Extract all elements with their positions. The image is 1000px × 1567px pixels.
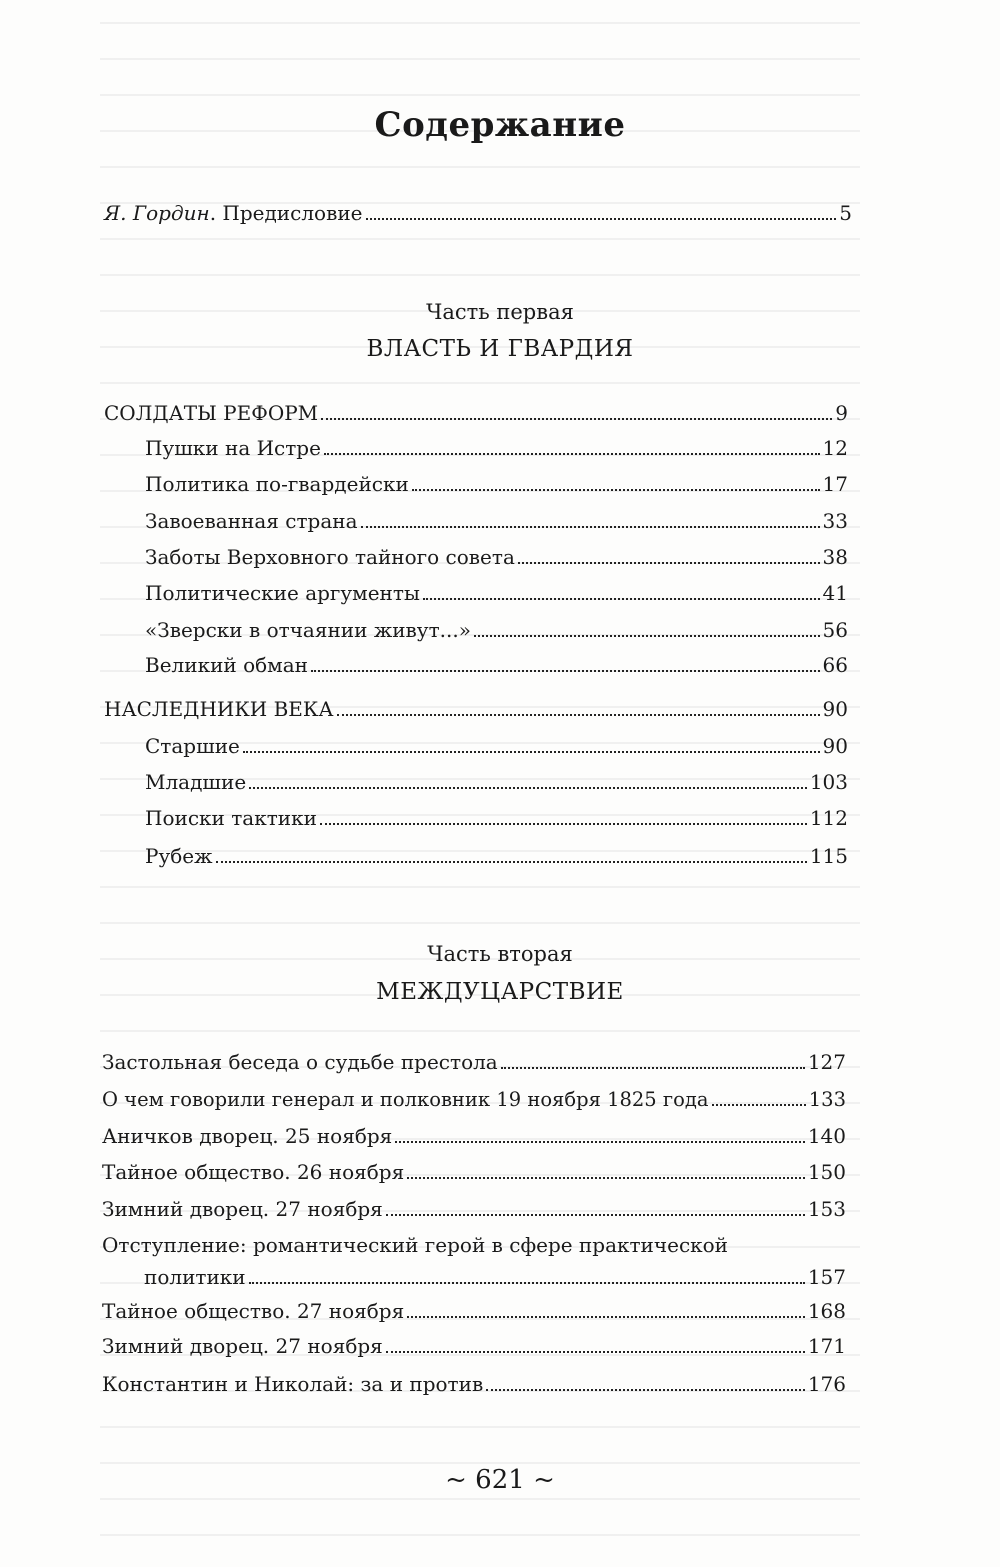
toc-entry: «Зверски в отчаянии живут...» 56 (145, 618, 848, 642)
section-label: СОЛДАТЫ РЕФОРМ (104, 401, 319, 425)
toc-entry: Тайное общество. 26 ноября 150 (102, 1160, 846, 1184)
page-ref: 115 (809, 844, 848, 868)
leader-dots (518, 561, 820, 564)
page-ref: 176 (807, 1372, 846, 1396)
leader-dots (311, 669, 820, 672)
toc-entry: Завоеванная страна 33 (145, 509, 848, 533)
preface-author: Я. Гордин (104, 201, 210, 225)
leader-dots (249, 786, 807, 789)
page-ref: 33 (822, 509, 848, 533)
page-ref: 133 (808, 1088, 846, 1111)
page-ref: 56 (822, 618, 848, 642)
leader-dots (412, 488, 820, 491)
part2-title: МЕЖДУЦАРСТВИЕ (376, 979, 624, 1005)
page-ref: 157 (807, 1265, 846, 1289)
leader-dots (243, 750, 820, 753)
page-ref: 103 (809, 770, 848, 794)
page-ref: 17 (822, 472, 848, 496)
toc-entry: Пушки на Истре 12 (145, 436, 848, 460)
part1-heading: Часть первая (426, 300, 574, 324)
toc-entry: Аничков дворец. 25 ноября 140 (102, 1124, 846, 1148)
page-number: ~ 621 ~ (445, 1465, 555, 1495)
toc-entry: О чем говорили генерал и полковник 19 ноября 1825 года 133 (102, 1088, 846, 1111)
toc-entry-preface: Я. Гордин. Предисловие 5 (104, 201, 852, 225)
part2-heading: Часть вторая (427, 942, 573, 966)
part1-title: ВЛАСТЬ И ГВАРДИЯ (366, 336, 634, 362)
page-ref: 168 (807, 1299, 846, 1323)
leader-dots (395, 1140, 805, 1143)
section-label: НАСЛЕДНИКИ ВЕКА (104, 697, 334, 721)
leader-dots (366, 217, 837, 220)
page-ref: 90 (822, 734, 848, 758)
preface-label: Предисловие (222, 201, 363, 225)
leader-dots (423, 597, 820, 600)
leader-dots (361, 525, 820, 528)
toc-entry: Младшие 103 (145, 770, 848, 794)
toc-entry: Зимний дворец. 27 ноября 153 (102, 1197, 846, 1221)
page-ref: 41 (822, 581, 848, 605)
leader-dots (320, 822, 807, 825)
page-ref: 127 (807, 1050, 846, 1074)
toc-entry: Зимний дворец. 27 ноября 171 (102, 1334, 846, 1358)
toc-entry: Политика по-гвардейски 17 (145, 472, 848, 496)
page-ref: 5 (839, 201, 852, 225)
toc-entry: Рубеж 115 (145, 844, 848, 868)
toc-entry-multiline: Отступление: романтический герой в сфере практической политики 157 (102, 1229, 846, 1293)
page-ref: 112 (809, 806, 848, 830)
page-ref: 150 (807, 1160, 846, 1184)
page-ref: 171 (807, 1334, 846, 1358)
toc-entry: Тайное общество. 27 ноября 168 (102, 1299, 846, 1323)
leader-dots (501, 1066, 805, 1069)
leader-dots (216, 860, 807, 863)
toc-section (104, 696, 848, 722)
toc-entry: Великий обман 66 (145, 653, 848, 677)
leader-dots (712, 1103, 806, 1106)
page-title: Содержание (374, 105, 626, 145)
leader-dots (407, 1176, 805, 1179)
toc-entry: Старшие 90 (145, 734, 848, 758)
leader-dots (337, 713, 820, 716)
leader-dots (386, 1213, 805, 1216)
page-ref: 38 (822, 545, 848, 569)
toc-entry: Поиски тактики 112 (145, 806, 848, 830)
page-ref: 66 (822, 653, 848, 677)
leader-dots (249, 1281, 805, 1284)
leader-dots (407, 1315, 805, 1318)
leader-dots (474, 634, 820, 637)
leader-dots (386, 1350, 805, 1353)
leader-dots (486, 1388, 805, 1391)
toc-entry: Политические аргументы 41 (145, 581, 848, 605)
leader-dots (324, 452, 820, 455)
page-ref: 9 (835, 401, 848, 425)
page-ref: 12 (822, 436, 848, 460)
toc-section (104, 400, 848, 426)
page-ref: 153 (807, 1197, 846, 1221)
page-ref: 140 (807, 1124, 846, 1148)
page-ref: 90 (822, 697, 848, 721)
toc-entry: Заботы Верховного тайного совета 38 (145, 545, 848, 569)
toc-entry: Застольная беседа о судьбе престола 127 (102, 1050, 846, 1074)
toc-entry: Константин и Николай: за и против 176 (102, 1372, 846, 1396)
leader-dots (321, 417, 832, 420)
